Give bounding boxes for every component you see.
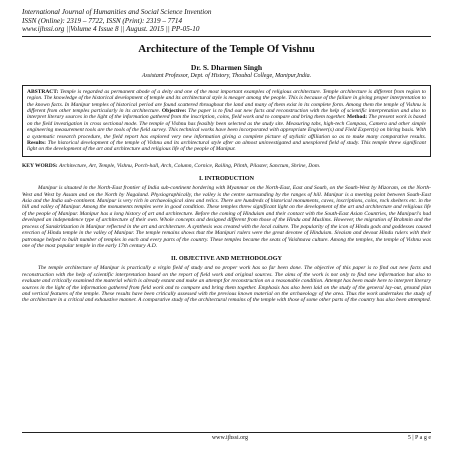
results-label: Results:: [27, 140, 46, 147]
article-title: Architecture of the Temple Of Vishnu: [138, 42, 315, 55]
section-introduction: [22, 175, 431, 249]
method-label: Method:: [346, 114, 368, 121]
header-rule: [22, 36, 431, 37]
author-name: Dr. S. Dharmen Singh: [190, 62, 263, 72]
journal-name: International Journal of Humanities and Social Science Invention: [22, 8, 212, 16]
keywords-label: KEY WORDS:: [22, 162, 58, 169]
section-objective-methodology: [22, 255, 431, 303]
section-heading: I. INTRODUCTION: [198, 175, 254, 183]
objective-text: The paper is to find out new facts and reconstruction with the help of scientific interpretation and also to interpret literary sources in the light of the information gathered from the inscription, coins, field work and to compare and bring them together.: [27, 108, 427, 121]
keywords: [22, 163, 431, 169]
journal-issn: ISSN (Online): 2319 – 7722, ISSN (Print): 2319 – 7714: [22, 16, 183, 25]
abstract-box: [22, 85, 431, 157]
method-text: The present work is based on the field investigation in cross sectional mode. The temple of Vishnu has feasibly been selected as the study site. Measuring tabs, high-tech Compass, Camera and other simple engineering measurement tools are the tools of the field survey. This technical works have been incorporated with appropriate Engineer(s) and Field Expert(s) on hiring basis. With a systematic research procedure, the field report has explored very new information giving a complete picture of stylistic affiliation so as to make many comparative results.: [27, 114, 427, 140]
section-paragraph: The temple architecture of Manipur is practically a virgin field of study and no proper work has so far been done. The objective of this paper is to find out new facts and reconstruction with the help of scientific interpretation based on the report of field work and original sources. The aims of the work is not only to find new information but also to evaluate and critically examined the material which is already extant and make an attempt for reconstruction on a reasonable condition. Attempt has been made here to interpret literary sources in the light of the information gathered from field work and to compare and bring them together. Emphasis has also been laid on the study of the general lay-out, ground plan and vertical features of the temple. These results have been critically assessed with the previous known material on the archaeology of the area. Thus the work undertakes the study of the architecture in a critical and exhaustive manner. A comparative study of the architectural remains of the temple with those of some other parts of the country has also been attempted.: [22, 265, 431, 304]
page-footer: [22, 432, 431, 441]
section-heading: II. OBJECTIVE AND METHODOLOGY: [170, 255, 283, 263]
footer-url: www.ijhssi.org: [211, 435, 248, 441]
keywords-text: Architecture, Art, Temple, Vishnu, Porch-hall, Arch, Column, Cornice, Railing, Plinth, Pilaster, Sanctum, Shrine, Dom.: [58, 162, 321, 169]
objective-label: Objective:: [161, 108, 187, 114]
abstract-text: Temple is regarded as permanent abode of a deity and one of the most important examples of religious architecture. Temple architecture is different from region to region. The knowledge of the historical development of temple and its architectural style is meager among the people. This is because of the failure in giving proper interpretation to the known facts. In Manipur temples of historical period are found scattered throughout the land and many of them exist in its complete form. Among them the temple of Vishnu is different from other temples particularly in its architecture.: [27, 88, 427, 114]
section-paragraph: Manipur is situated in the North-East frontier of India sub-continent bordering with Myanmar on the North-East, East and South, on the South-West by Mizoram, on the North-West and West by Assam and on the North by Nagaland. Physiographically, the valley is the centre surrounding by the ranges of hill. Manipur is a meeting point between South-East Asia and the India sub-continent. Manipur is very rich in archaeological sites and relics. There are hundreds of historical monuments, caves, inscriptions, coins, rock shelters etc. in the hill and valley of Manipur. Among the monuments temples were in good condition. These temples threw significant light on the development of the art and architecture and religious life of the people of Manipur. Manipur has a long history of art and architecture. Before the coming of Hinduism and their contact with the South-East Asian Countries, the Manipuri's had developed an independence type of architecture of their own. Whole concepts and designed different from those of the Hindu and Muslims. However, the migration of Brahmin and the process of Sanskritization in Manipur reflected in the art and architecture. A synthesis was created with the local culture. The popularity of the icon of Hindu gods and goddesses caused erection of Hindu temple in the valley of Manipur. The temple remains shows that the Manipuri rulers were the great devotee of Hinduism. Sivaism and devout Hindu rulers with their patronage helped to built number of temples in each and every parts of the country. These temples became the seats of Vaishnava culture. Among the temples, the temple of Vishnu was one of the most popular temple in the early 17th century A.D.: [22, 185, 431, 249]
author-affiliation: Assistant Professor, Dept. of History, Thoubal College, Manipur,India.: [141, 72, 312, 79]
abstract-label: ABSTRACT:: [27, 88, 59, 95]
results-text: The historical development of the temple of Vishnu and its architectural style after an almost uninvestigated and unexplored field of study. This temple threw significant light on the development of the art and architecture and religious life of the people of Manipur.: [27, 140, 427, 153]
page-number: 5 | P a g e: [407, 435, 431, 441]
journal-header: [22, 8, 431, 34]
journal-issue: www.ijhssi.org ||Volume 4 Issue 8 || August. 2015 || PP-05-10: [22, 25, 200, 34]
